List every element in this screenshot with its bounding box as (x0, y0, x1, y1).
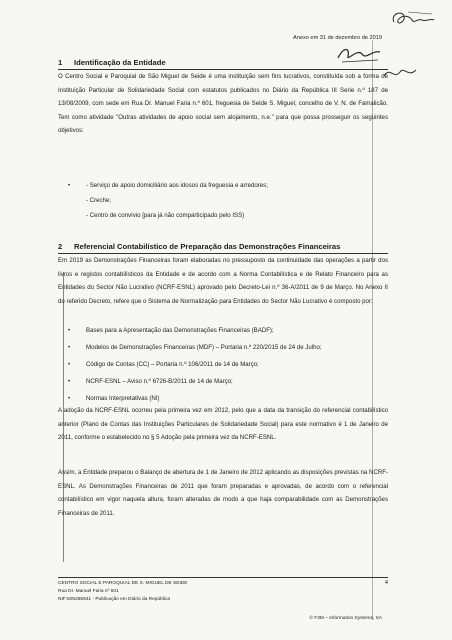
footer (58, 580, 388, 604)
signature-top-right (388, 8, 438, 30)
components-list (68, 322, 388, 407)
section-2-paragraph-1: Em 2019 as Demonstrações Financeiras foram elaboradas no pressuposto da continuidade das operações a partir dos livros e registos contabilísticos da Entidade e de acordo com a Norma Contabilística e de Relato Financeiro para as Entidades do Sector Não Lucrativo (NCRF-ESNL) aprovado pelo Decreto-Lei n.º 36-A/2011 de 9 de Março. No Anexo II do referido Decreto, refere que o Sistema de Normalização para Entidades do Sector Não Lucrativo é composto por: (58, 257, 388, 305)
bullet-icon: • (68, 395, 71, 402)
objectives-list (68, 178, 388, 223)
section-2-heading (58, 242, 340, 251)
page-number: 4 (384, 580, 388, 586)
section-2-paragraph-2: A adoção da NCRF-ESNL ocorreu pela primeira vez em 2012, pelo que a data da transição do referencial contabilístico anterior (Plano de Contas das Instituições Particulares de Solidariedade Social) para este normativo é 1 de Janeiro de 2011, conforme o estabelecido no § 5 Adoção pela primeira vez da NCRF-ESNL. (58, 407, 388, 442)
bullet-icon: • (68, 182, 71, 189)
list-item: • Normas Interpretativas (NI) (68, 390, 388, 407)
footer-nif: NIF:505285541 - Publicação em Diário da República (58, 597, 170, 602)
list-item: - Centro de convívio [para já não comparticipado pelo ISS) (86, 212, 245, 219)
section-1-paragraph: O Centro Social e Paroquial de São Miguel de Seide é uma instituição sem fins lucrativos, constituída sob a forma de Instituição Particular de Solidariedade Social com estatutos publicados no Diário da República III Serie n.º 187 de 13/08/2009, com sede em Rua Dr. Manuel Faria n.º 601, freguesia de Seide S. Miguel, concelho de V. N. de Famalicão. Tem como atividade "Outras atividades de apoio social sem alojamento, n.e." para que possa prosseguir os seguintes objetivos: (58, 73, 388, 135)
section-number: 2 (58, 242, 63, 251)
section-title: Identificação da Entidade (74, 58, 166, 67)
list-item: • Bases para a Apresentação das Demonstrações Financeiras (BADF); (68, 322, 388, 339)
bullet-icon: • (68, 344, 71, 351)
bullet-icon: • (68, 327, 71, 334)
footer-rule (58, 577, 388, 578)
signature-section1 (334, 44, 384, 66)
bullet-icon: • (68, 361, 71, 368)
list-item: • Código de Contas (CC) – Portaria n.º 106/2011 de 14 de Março; (68, 356, 388, 373)
section-title: Referencial Contabilístico de Preparação das Demonstrações Financeiras (74, 242, 341, 251)
list-item: • NCRF-ESNL – Aviso n.º 6726-B/2011 de 14 de Março; (68, 373, 388, 390)
list-item: • Modelos de Demonstrações Financeiras (MDF) – Portaria n.º 220/2015 de 24 de Julho; (68, 339, 388, 356)
footer-address: Rua Dr. Manuel Faria nº 601 (58, 589, 119, 594)
bullet-icon: • (68, 378, 71, 385)
footer-brand: © F3M – Information Systems, SA (309, 616, 382, 621)
section-number: 1 (58, 58, 63, 67)
list-item: - Creche; (86, 197, 112, 204)
section-1-heading (58, 58, 166, 67)
list-item: • - Serviço de apoio domiciliário aos idosos da freguesia e arredores; (68, 178, 388, 193)
header-date-note: Anexo em 31 de dezembro de 2019 (293, 35, 382, 41)
section-2-paragraph-3: Assim, a Entidade preparou o Balanço de abertura de 1 de Janeiro de 2012 aplicando as disposições previstas na NCRF-ESNL. As Demonstrações Financeiras de 2011 que foram preparadas e aprovadas, de acordo com o referencial contabilístico em vigor naquela altura, foram alteradas de modo a que haja comparabilidade com as Demonstrações Financeiras de 2011. (58, 469, 388, 517)
footer-org: CENTRO SOCIAL E PAROQUIAL DE S. MIGUEL DE SEIDE (58, 581, 188, 586)
